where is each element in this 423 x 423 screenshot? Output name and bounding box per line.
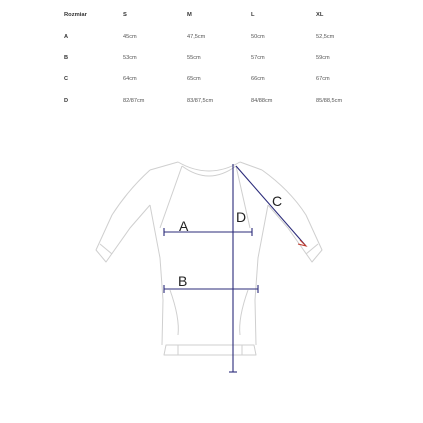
row-label: D — [64, 98, 69, 104]
row-label: B — [64, 55, 69, 61]
size-header-label: Rozmiar — [64, 12, 87, 18]
size-value: 57cm — [251, 55, 265, 61]
measurement-lines — [164, 164, 306, 372]
size-value: 52,5cm — [316, 34, 335, 40]
size-header-m: M — [187, 12, 192, 18]
size-value: 45cm — [123, 34, 137, 40]
size-value: 65cm — [187, 76, 201, 82]
size-value: 84/88cm — [251, 98, 273, 104]
size-value: 66cm — [251, 76, 265, 82]
size-value: 59cm — [316, 55, 330, 61]
row-label: C — [64, 76, 69, 82]
row-label: A — [64, 34, 69, 40]
size-value: 64cm — [123, 76, 137, 82]
size-value: 85/88,5cm — [316, 98, 343, 104]
size-header-xl: XL — [316, 12, 324, 18]
label-d: D — [236, 209, 247, 225]
size-value: 67cm — [316, 76, 330, 82]
label-b: B — [178, 273, 188, 289]
size-value: 55cm — [187, 55, 201, 61]
size-value: 82/87cm — [123, 98, 145, 104]
label-c: C — [272, 193, 283, 209]
label-a: A — [179, 218, 189, 234]
size-header-l: L — [251, 12, 255, 18]
size-value: 83/87,5cm — [187, 98, 214, 104]
size-value: 47,5cm — [187, 34, 206, 40]
size-value: 50cm — [251, 34, 265, 40]
size-value: 53cm — [123, 55, 137, 61]
garment-outline — [96, 162, 322, 355]
size-header-s: S — [123, 12, 127, 18]
measure-line-c — [236, 166, 306, 246]
